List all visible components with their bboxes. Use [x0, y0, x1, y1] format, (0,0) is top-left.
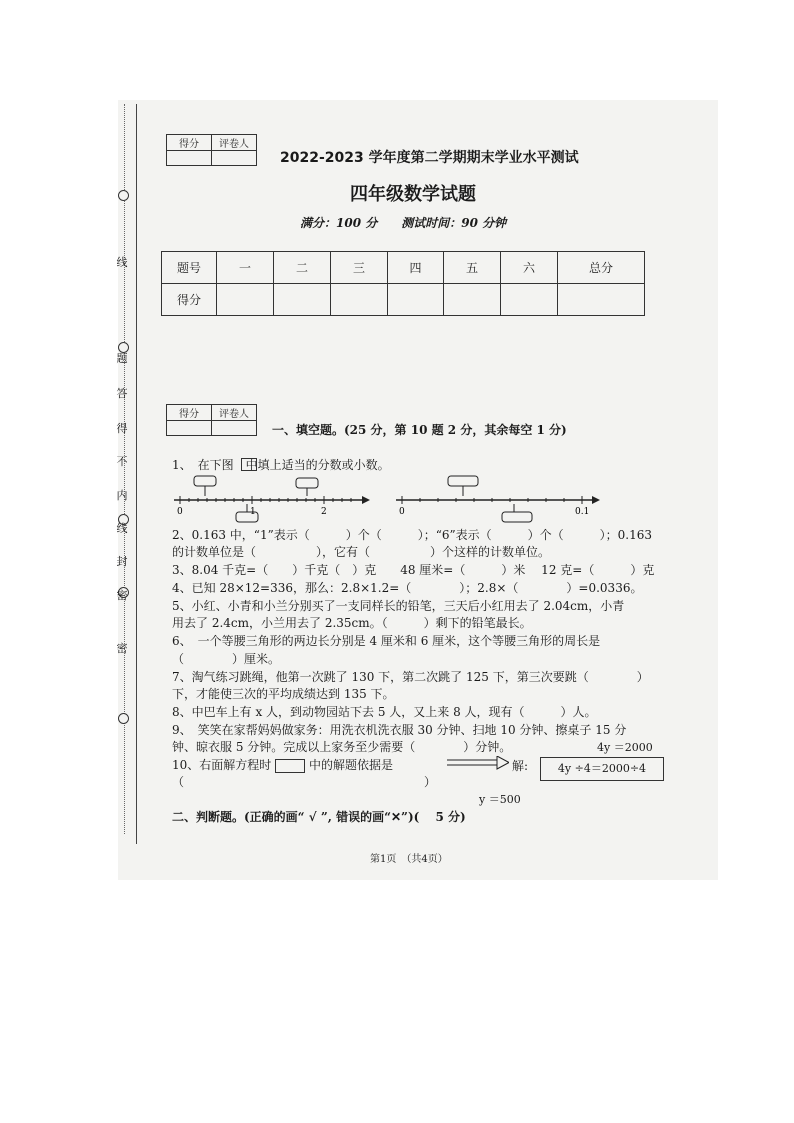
tick-label: 0	[399, 507, 405, 517]
question-4: 4、已知 28×12=336，那么：2.8×1.2=（ ）；2.8×（ ）=0.0336。	[172, 581, 643, 595]
section2-heading: 二、判断题。(正确的画“ √ ”, 错误的画“✕”)( 5 分)	[172, 810, 466, 824]
score-table-cell[interactable]	[217, 284, 274, 316]
question-6-line-2: （ ）厘米。	[172, 652, 281, 666]
question-10-text-a: 10、右面解方程时	[172, 758, 272, 772]
score-table-cell[interactable]	[331, 284, 388, 316]
grader-box-section1	[166, 404, 257, 436]
binding-hole-icon	[118, 190, 129, 201]
grader-cell[interactable]	[212, 421, 257, 436]
question-7-line-1: 7、淘气练习跳绳，他第一次跳了 130 下，第二次跳了 125 下，第三次要跳（ ）	[172, 670, 649, 684]
question-7-line-2: 下，才能使三次的平均成绩达到 135 下。	[172, 687, 395, 701]
equation-solve-label: 解:	[512, 759, 529, 773]
score-table-cell[interactable]	[501, 284, 558, 316]
score-cell[interactable]	[167, 151, 212, 166]
number-line-2	[392, 474, 602, 524]
binding-char: 题	[116, 352, 128, 365]
score-table-row-label: 得分	[162, 284, 217, 316]
score-table-header: 题号	[162, 252, 217, 284]
question-9-line-1: 9、 笑笑在家帮妈妈做家务：用洗衣机洗衣服 30 分钟、扫地 10 分钟、擦桌子 15 分	[172, 723, 627, 737]
score-table-header: 一	[217, 252, 274, 284]
score-table-header: 五	[444, 252, 501, 284]
section1-heading: 一、填空题。(25 分，第 10 题 2 分，其余每空 1 分)	[272, 423, 567, 437]
score-table-header: 六	[501, 252, 558, 284]
grader-label: 评卷人	[212, 135, 257, 151]
binding-char: 封	[116, 555, 128, 568]
score-table-header: 二	[274, 252, 331, 284]
binding-char: 线	[116, 522, 128, 535]
binding-char: 得	[116, 422, 128, 435]
equation-bottom: y ＝500	[479, 793, 521, 806]
question-2-line-2: 的计数单位是（ ），它有（ ）个这样的计数单位。	[172, 545, 551, 559]
score-table-header: 三	[331, 252, 388, 284]
question-8: 8、中巴车上有 x 人，到动物园站下去 5 人，又上来 8 人，现有（ ）人。	[172, 705, 597, 719]
question-1-text: 1、 在下图 中填上适当的分数或小数。	[172, 458, 390, 472]
equation-top: 4y ＝2000	[597, 741, 653, 754]
binding-solid-line	[136, 104, 137, 844]
score-table-cell[interactable]	[444, 284, 501, 316]
exam-title: 2022-2023 学年度第二学期期末学业水平测试	[280, 150, 579, 166]
exam-meta: 满分：100 分 测试时间：90 分钟	[300, 216, 507, 230]
score-label: 得分	[167, 405, 212, 421]
question-5-line-1: 5、小红、小青和小兰分别买了一支同样长的铅笔，三天后小红用去了 2.04cm，小青	[172, 599, 625, 613]
question-2-line-1: 2、0.163 中，“1”表示（ ）个（ ）；“6”表示（ ）个（ ）；0.163	[172, 528, 652, 542]
question-5-line-2: 用去了 2.4cm，小兰用去了 2.35cm。（ ）剩下的铅笔最长。	[172, 616, 532, 630]
number-line-1	[170, 474, 370, 524]
score-table-header: 四	[388, 252, 444, 284]
answer-box-icon	[241, 458, 257, 471]
score-cell[interactable]	[167, 421, 212, 436]
tick-label: 2	[321, 507, 327, 517]
equation-box: 4y ÷4＝2000÷4	[540, 757, 664, 781]
question-9-line-2: 钟、晾衣服 5 分钟。完成以上家务至少需要（ ）分钟。	[172, 740, 512, 754]
grader-box-top	[166, 134, 257, 166]
binding-char: 内	[116, 489, 128, 502]
score-table-cell[interactable]	[274, 284, 331, 316]
binding-char: 密	[116, 589, 128, 602]
grader-cell[interactable]	[212, 151, 257, 166]
binding-char: 不	[116, 455, 128, 468]
grader-label: 评卷人	[212, 405, 257, 421]
score-table-header: 总分	[558, 252, 645, 284]
binding-char: 密	[116, 642, 128, 655]
answer-box-icon	[275, 759, 305, 773]
tick-label: 0.1	[575, 507, 590, 517]
question-10-line-2: （ ）	[172, 775, 437, 789]
binding-char: 答	[116, 387, 128, 400]
score-label: 得分	[167, 135, 212, 151]
question-10-line-1	[172, 756, 393, 773]
page-footer: 第1页 （共4页）	[370, 854, 448, 865]
exam-subtitle: 四年级数学试题	[350, 184, 476, 205]
binding-dotted-line	[124, 104, 125, 834]
tick-label: 0	[177, 507, 183, 517]
score-table-cell[interactable]	[388, 284, 444, 316]
arrow-right-icon	[447, 756, 509, 770]
score-table-cell[interactable]	[558, 284, 645, 316]
score-table	[161, 251, 645, 316]
binding-hole-icon	[118, 713, 129, 724]
question-1	[172, 456, 390, 473]
question-10-text-b: 中的解题依据是	[308, 758, 393, 772]
question-3: 3、8.04 千克=（ ）千克（ ）克 48 厘米=（ ）米 12 克=（ ）克	[172, 563, 655, 577]
tick-label: 1	[250, 507, 256, 517]
binding-char: 线	[116, 256, 128, 269]
question-6-line-1: 6、 一个等腰三角形的两边长分别是 4 厘米和 6 厘米，这个等腰三角形的周长是	[172, 634, 601, 648]
